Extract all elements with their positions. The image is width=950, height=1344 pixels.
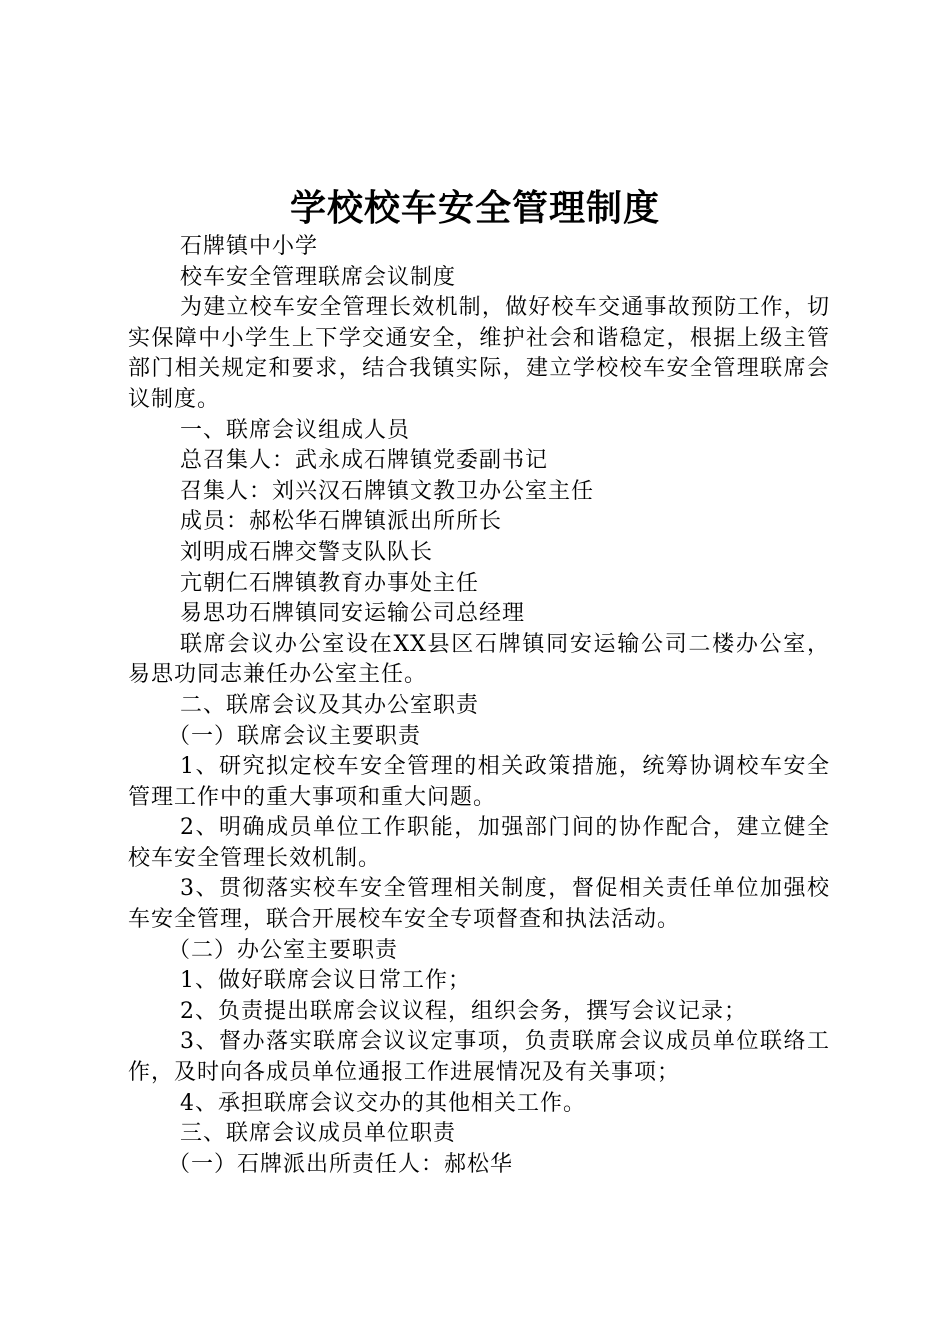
paragraph-member: 易思功石牌镇同安运输公司总经理	[180, 601, 526, 627]
paragraph-convener: 召集人：刘兴汉石牌镇文教卫办公室主任	[180, 478, 595, 504]
paragraph-member: 刘明成石牌交警支队队长	[180, 539, 434, 565]
subsection-heading-police: （一）石牌派出所责任人：郝松华	[168, 1151, 514, 1177]
paragraph-chief-convener: 总召集人：武永成石牌镇党委副书记	[180, 448, 549, 474]
list-item-duty: 3、贯彻落实校车安全管理相关制度，督促相关责任单位加强校车安全管理，联合开展校车安全专项督查和执法活动。	[128, 876, 830, 933]
document-body	[128, 232, 830, 1180]
paragraph-school: 石牌镇中小学	[180, 234, 319, 259]
section-heading-duties: 二、联席会议及其办公室职责	[180, 692, 480, 718]
section-heading-unit-duties: 三、联席会议成员单位职责	[180, 1121, 457, 1147]
subsection-heading-meeting-duties: （一）联席会议主要职责	[168, 723, 422, 749]
paragraph-member: 亢朝仁石牌镇教育办事处主任	[180, 570, 480, 596]
list-item-duty: 1、研究拟定校车安全管理的相关政策措施，统筹协调校车安全管理工作中的重大事项和重大问题。	[128, 754, 830, 810]
document-title: 学校校车安全管理制度	[289, 187, 660, 229]
paragraph-office-location: 联席会议办公室设在XX县区石牌镇同安运输公司二楼办公室，易思功同志兼任办公室主任。	[128, 631, 830, 688]
list-item-duty: 2、明确成员单位工作职能，加强部门间的协作配合，建立健全校车安全管理长效机制。	[128, 815, 830, 871]
section-heading-members: 一、联席会议组成人员	[180, 417, 411, 443]
list-item-duty: 1、做好联席会议日常工作；	[180, 968, 471, 994]
paragraph-subtitle: 校车安全管理联席会议制度	[180, 264, 457, 290]
paragraph-member: 成员：郝松华石牌镇派出所所长	[180, 509, 503, 535]
list-item-duty: 3、督办落实联席会议议定事项，负责联席会议成员单位联络工作，及时向各成员单位通报工作进展情况及有关事项；	[128, 1029, 830, 1086]
list-item-duty: 2、负责提出联席会议议程，组织会务，撰写会议记录；	[180, 998, 747, 1024]
list-item-duty: 4、承担联席会议交办的其他相关工作。	[180, 1090, 586, 1116]
subsection-heading-office-duties: （二）办公室主要职责	[168, 937, 399, 963]
paragraph-intro: 为建立校车安全管理长效机制，做好校车交通事故预防工作，切实保障中小学生上下学交通安全，维护社会和谐稳定，根据上级主管部门相关规定和要求，结合我镇实际，建立学校校车安全管理联席会议制度。	[128, 295, 830, 412]
